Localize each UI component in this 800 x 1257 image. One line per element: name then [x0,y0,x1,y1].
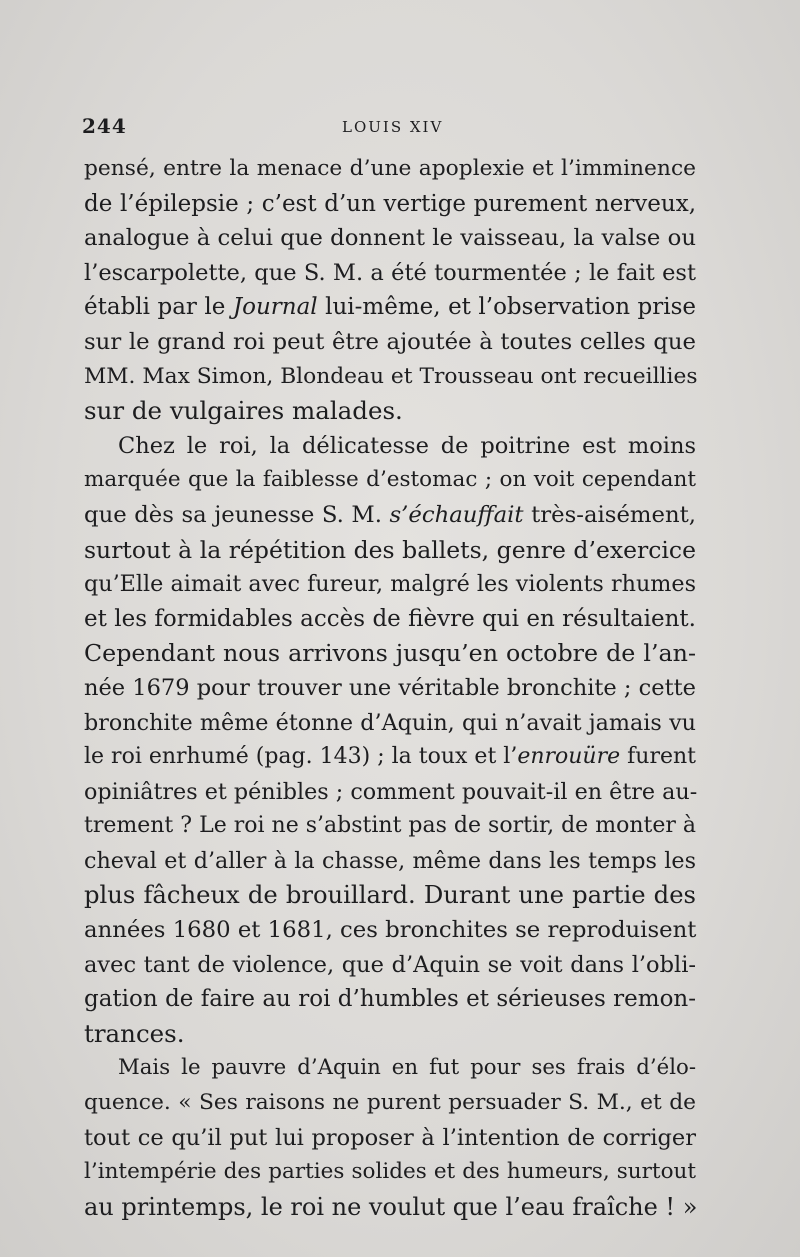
italic-text: Journal [232,294,318,321]
page-number: 244 [82,114,127,138]
text-segment: que dès sa jeunesse S. M. [84,501,390,528]
text-segment: établi par le [84,294,233,321]
italic-text: s’échauffait [389,501,524,528]
text-segment: le roi enrhumé (pag. 143) ; la toux et l’ [84,744,518,770]
text-line [84,290,696,325]
page-header [82,114,696,144]
text-line: l’intempérie des parties solides et des humeurs, surtout [84,1159,696,1185]
text-line: trement ? Le roi ne s’abstint pas de sortir, de monter à [84,813,696,839]
text-line: tout ce qu’il put lui proposer à l’intention de corriger [84,1124,696,1151]
text-line [84,740,696,775]
text-line: marquée que la faiblesse d’estomac ; on voit cependant [84,467,696,493]
text-line: pensé, entre la menace d’une apoplexie et l’imminence [84,156,696,181]
text-line: qu’Elle aimait avec fureur, malgré les violents rhumes [84,571,696,598]
text-line: MM. Max Simon, Blondeau et Trousseau ont recueillies [84,363,698,389]
text-line: bronchite même étonne d’Aquin, qui n’avait jamais vu [84,709,696,736]
text-line: Mais le pauvre d’Aquin en fut pour ses frais d’élo- [118,1055,696,1081]
text-line: gation de faire au roi d’humbles et sérieuses remon- [84,986,696,1013]
text-line: au printemps, le roi ne voulut que l’eau fraîche ! » [84,1192,698,1221]
text-line: cheval et d’aller à la chasse, même dans les temps les [84,847,696,874]
text-line: quence. « Ses raisons ne purent persuader S. M., et de [84,1090,696,1116]
text-line [84,498,696,533]
text-line: Cependant nous arrivons jusqu’en octobre de l’an- [84,639,696,668]
text-line: et les formidables accès de fièvre qui en résultaient. [84,605,696,632]
text-line: sur le grand roi peut être ajoutée à toutes celles que [84,328,696,355]
text-line: opiniâtres et pénibles ; comment pouvait-il en être au- [84,778,698,805]
text-line: l’escarpolette, que S. M. a été tourmentée ; le fait est [84,259,696,286]
text-line: de l’épilepsie ; c’est d’un vertige purement nerveux, [84,190,696,217]
text-line: analogue à celui que donnent le vaisseau, la valse ou [84,225,696,252]
text-line: avec tant de violence, que d’Aquin se voit dans l’obli- [84,951,696,978]
text-line: années 1680 et 1681, ces bronchites se reproduisent [84,917,697,944]
italic-text: enrouüre [517,744,621,770]
text-line: trances. [84,1018,185,1048]
text-line: sur de vulgaires malades. [84,396,403,426]
text-line: Chez le roi, la délicatesse de poitrine est moins [118,432,696,459]
text-segment: très-aisément, [523,501,696,528]
text-line: surtout à la répétition des ballets, genre d’exercice [84,535,696,564]
running-title: LOUIS XIV [342,118,444,136]
text-segment: lui-même, et l’observation prise [317,294,696,321]
text-segment: furent [620,744,696,770]
text-line: née 1679 pour trouver une véritable bronchite ; cette [84,674,696,701]
body-text [84,152,696,1224]
text-line: plus fâcheux de brouillard. Durant une partie des [84,880,696,910]
